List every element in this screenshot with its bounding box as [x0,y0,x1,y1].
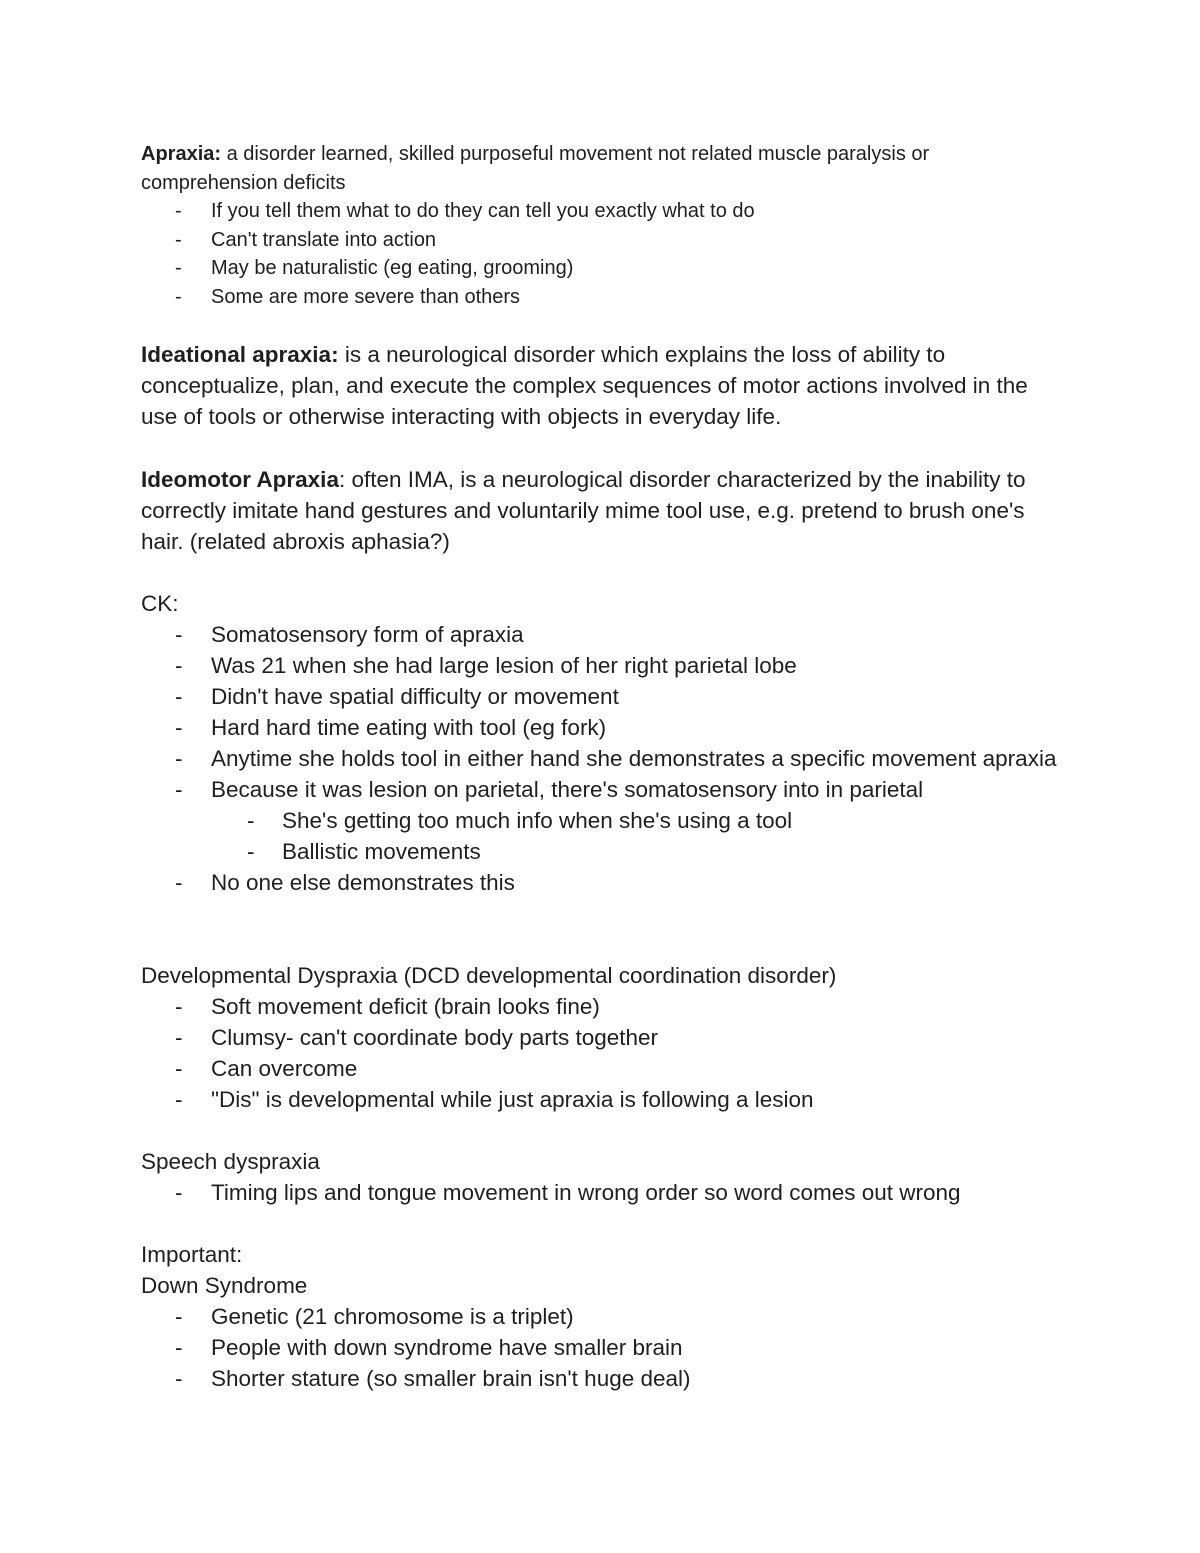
list-item: - May be naturalistic (eg eating, grooming) [141,254,1061,283]
important-heading: Important: [141,1242,243,1267]
apraxia-definition [141,140,1061,197]
list-item: - Soft movement deficit (brain looks fine) [141,991,1061,1022]
dcd-list [141,991,1061,1115]
section-apraxia [141,140,1061,311]
section-dcd [141,960,1061,1115]
list-item: - Can overcome [141,1053,1061,1084]
list-item: - If you tell them what to do they can tell you exactly what to do [141,197,1061,226]
apraxia-list [141,197,1061,311]
ideomotor-term: Ideomotor Apraxia [141,467,339,492]
ideomotor-definition-text: : often IMA, is a neurological disorder characterized by the inability to correctly imitate hand gestures and voluntarily mime tool use, e.g. pretend to brush one's hair. (related abroxis aphasia?) [141,467,1026,554]
dcd-heading: Developmental Dyspraxia (DCD developmental coordination disorder) [141,963,837,988]
down-syndrome-list [141,1301,1061,1394]
list-item: - Was 21 when she had large lesion of her right parietal lobe [141,650,1061,681]
sub-list-item: - She's getting too much info when she's using a tool [141,805,1061,836]
ck-list [141,619,1061,898]
list-item: - Hard hard time eating with tool (eg fork) [141,712,1061,743]
list-item: - Some are more severe than others [141,283,1061,312]
list-item: - Timing lips and tongue movement in wrong order so word comes out wrong [141,1177,1061,1208]
speech-heading: Speech dyspraxia [141,1149,320,1174]
ideational-term: Ideational apraxia: [141,342,339,367]
section-ideomotor [141,464,1061,557]
ck-heading: CK: [141,591,179,616]
section-important [141,1239,1061,1394]
apraxia-definition-text: a disorder learned, skilled purposeful movement not related muscle paralysis or comprehension deficits [141,143,930,194]
list-item: - Because it was lesion on parietal, there's somatosensory into in parietal [141,774,1061,805]
apraxia-term: Apraxia: [141,143,222,165]
list-item: - Clumsy- can't coordinate body parts together [141,1022,1061,1053]
section-ck [141,588,1061,898]
speech-list [141,1177,1061,1208]
list-item: - Can't translate into action [141,226,1061,255]
ideomotor-definition [141,464,1061,557]
list-item: - Genetic (21 chromosome is a triplet) [141,1301,1061,1332]
ideational-definition-text: is a neurological disorder which explains the loss of ability to conceptualize, plan, and execute the complex sequences of motor actions involved in the use of tools or otherwise interacting with objects in everyday life. [141,342,1028,429]
list-item: - Didn't have spatial difficulty or movement [141,681,1061,712]
ideational-definition [141,339,1061,432]
list-item: - Anytime she holds tool in either hand she demonstrates a specific movement apraxia [141,743,1061,774]
section-speech [141,1146,1061,1208]
sub-list-item: - Ballistic movements [141,836,1061,867]
list-item: - Shorter stature (so smaller brain isn't huge deal) [141,1363,1061,1394]
list-item: - "Dis" is developmental while just apraxia is following a lesion [141,1084,1061,1115]
list-item: - No one else demonstrates this [141,867,1061,898]
section-ideational [141,339,1061,432]
down-syndrome-heading: Down Syndrome [141,1273,308,1298]
list-item: - Somatosensory form of apraxia [141,619,1061,650]
list-item: - People with down syndrome have smaller brain [141,1332,1061,1363]
